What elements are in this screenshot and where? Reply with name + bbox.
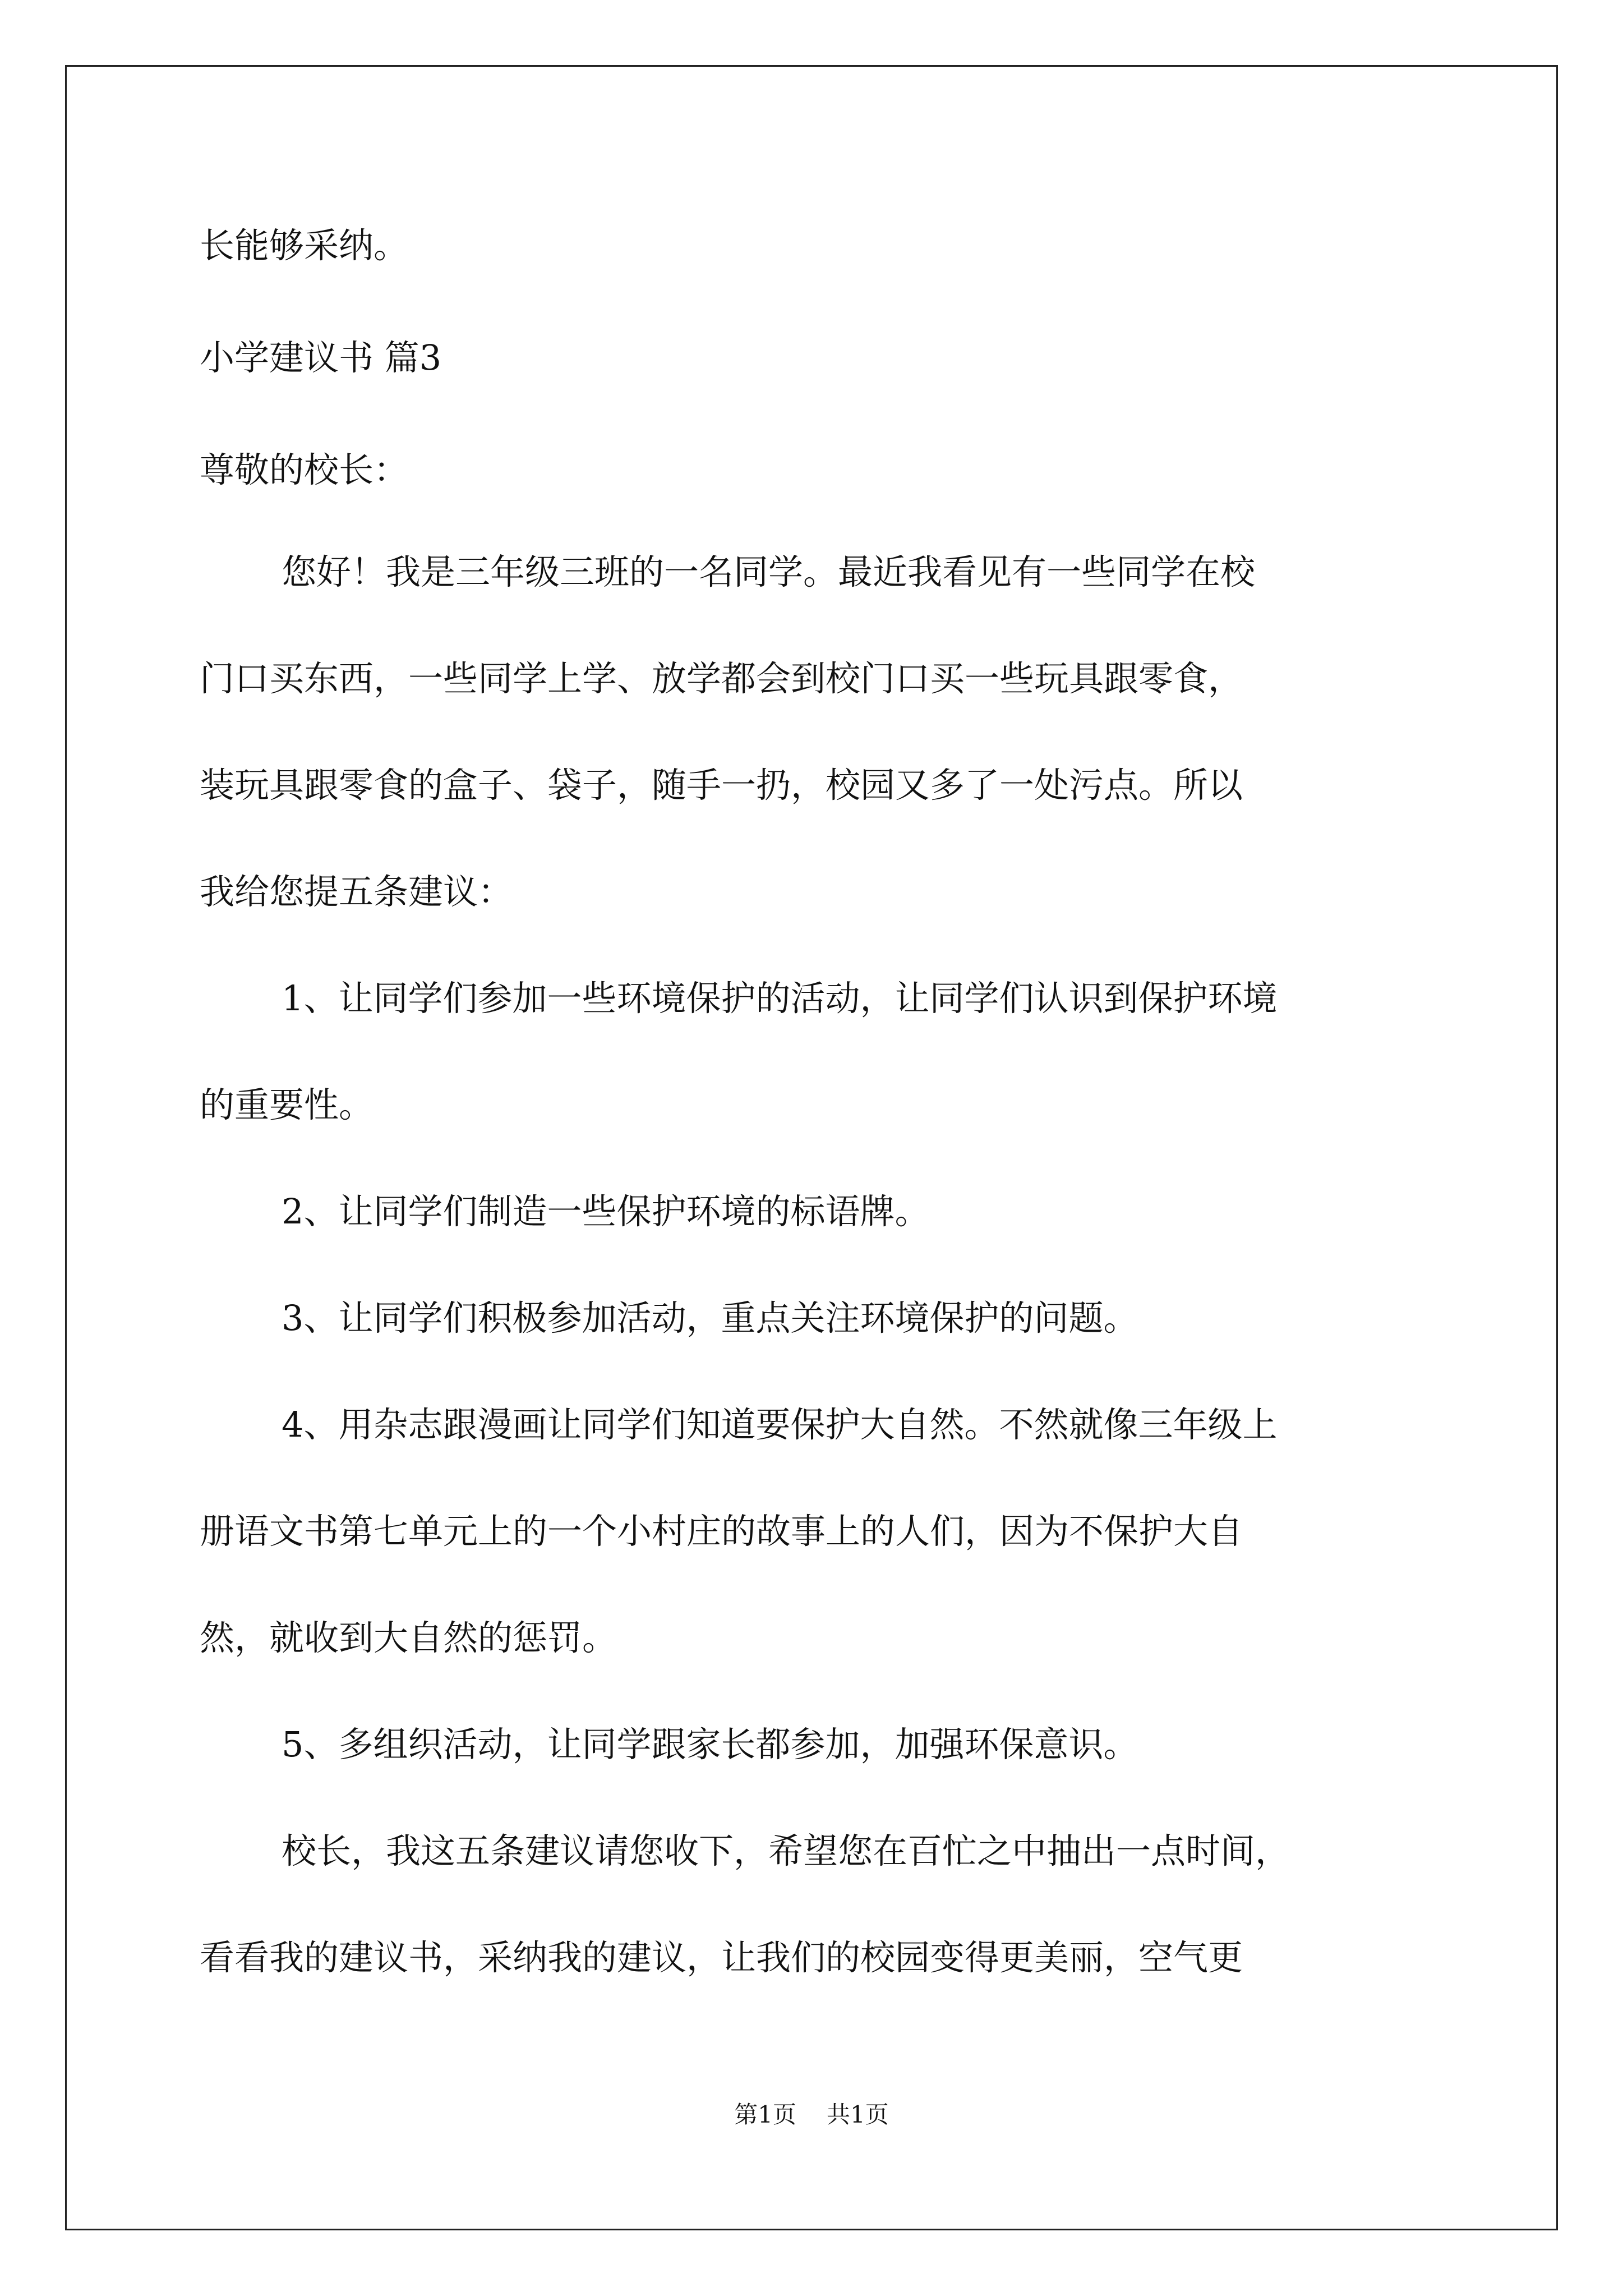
text-line: 长能够采纳。 [200,225,409,266]
text-line: 的重要性。 [200,1084,374,1125]
text-line: 看看我的建议书，采纳我的建议，让我们的校园变得更美丽，空气更 [200,1937,1243,1978]
text-line: 您好！我是三年级三班的一名同学。最近我看见有一些同学在校 [282,551,1256,592]
page-total: 共1页 [827,2101,889,2128]
text-line: 3、让同学们积极参加活动，重点关注环境保护的问题。 [282,1297,1138,1338]
text-line: 2、让同学们制造一些保护环境的标语牌。 [282,1191,930,1232]
salutation: 尊敬的校长： [200,449,409,490]
text-line: 然，就收到大自然的惩罚。 [200,1617,617,1658]
text-line: 装玩具跟零食的盒子、袋子，随手一扔，校园又多了一处污点。所以 [200,765,1243,806]
section-heading: 小学建议书 篇3 [200,337,442,378]
text-line: 校长，我这五条建议请您收下，希望您在百忙之中抽出一点时间， [282,1830,1290,1871]
text-line: 5、多组织活动，让同学跟家长都参加，加强环保意识。 [282,1724,1138,1765]
page-frame [65,65,1558,2230]
text-line: 我给您提五条建议： [200,871,513,912]
page-footer [0,2099,1623,2131]
text-line: 4、用杂志跟漫画让同学们知道要保护大自然。不然就像三年级上 [282,1404,1278,1445]
page-number: 第1页 [734,2101,796,2128]
text-line: 1、让同学们参加一些环境保护的活动，让同学们认识到保护环境 [282,978,1278,1019]
text-line: 册语文书第七单元上的一个小村庄的故事上的人们，因为不保护大自 [200,1511,1243,1552]
text-line: 门口买东西，一些同学上学、放学都会到校门口买一些玩具跟零食， [200,658,1243,699]
